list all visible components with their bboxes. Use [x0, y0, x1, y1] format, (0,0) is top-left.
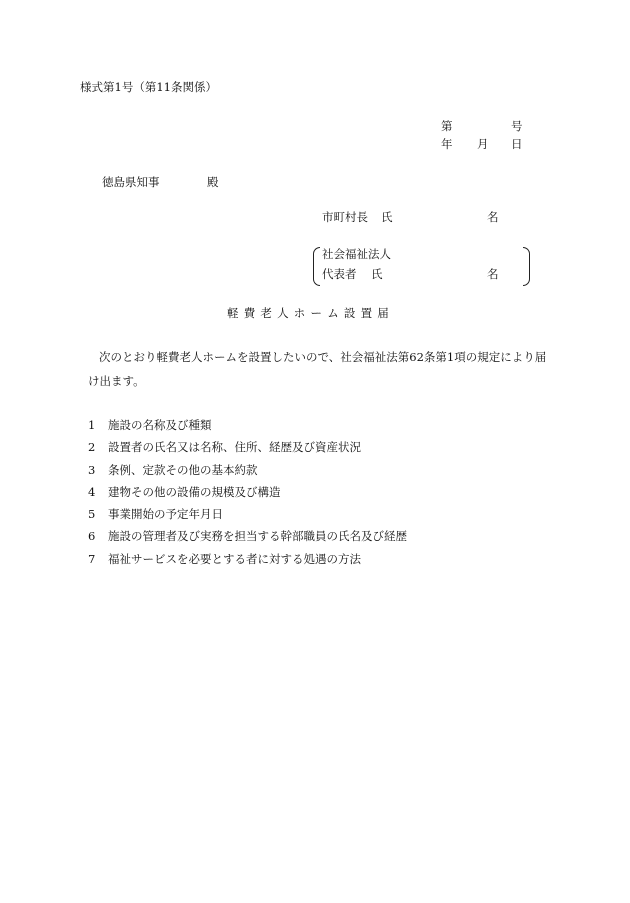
- form-number: 様式第1号（第11条関係）: [80, 80, 217, 94]
- list-item: [88, 551, 407, 576]
- item-number: 1: [88, 418, 96, 432]
- body-text-line-2: け出ます。: [88, 374, 145, 388]
- date-year: 年: [441, 137, 453, 151]
- list-item: [88, 420, 407, 442]
- item-text: 条例、定款その他の基本約款: [108, 462, 258, 477]
- list-item: [88, 509, 407, 531]
- list-item: [88, 531, 407, 553]
- addressee-name: 徳島県知事: [102, 175, 160, 189]
- item-number: 7: [88, 551, 96, 566]
- document-title: 軽費老人ホーム設置届: [227, 306, 394, 320]
- item-number: 2: [88, 440, 96, 455]
- item-number: 4: [88, 484, 96, 499]
- representative-title: 代表者: [322, 267, 357, 281]
- body-text-line-1: 次のとおり軽費老人ホームを設置したいので、社会福祉法第62条第1項の規定により届: [99, 350, 547, 364]
- item-text: 設置者の氏名又は名称、住所、経歴及び資産状況: [108, 440, 361, 455]
- item-number: 6: [88, 529, 96, 544]
- list-item: [88, 462, 407, 487]
- item-text: 建物その他の設備の規模及び構造: [108, 484, 281, 499]
- item-number: 5: [88, 507, 96, 522]
- representative-shi-label: 氏: [371, 267, 383, 281]
- item-text: 事業開始の予定年月日: [108, 507, 223, 522]
- mayor-title: 市町村長: [322, 210, 368, 224]
- mayor-shi-label: 氏: [381, 210, 393, 224]
- list-item: [88, 442, 407, 464]
- corporation-type: 社会福祉法人: [322, 247, 391, 261]
- right-bracket: [523, 247, 530, 286]
- representative-mei-label: 名: [487, 267, 499, 281]
- mayor-mei-label: 名: [487, 210, 499, 224]
- item-text: 福祉サービスを必要とする者に対する処遇の方法: [108, 551, 361, 566]
- item-text: 施設の名称及び種類: [108, 418, 212, 432]
- doc-number-go: 号: [511, 119, 523, 133]
- item-text: 施設の管理者及び実務を担当する幹部職員の氏名及び経歴: [108, 529, 407, 544]
- item-list: [88, 420, 407, 576]
- date-month: 月: [477, 137, 489, 151]
- item-number: 3: [88, 462, 96, 477]
- doc-number-dai: 第: [441, 119, 453, 133]
- list-item: [88, 484, 407, 509]
- addressee-honorific: 殿: [207, 175, 219, 189]
- date-day: 日: [511, 137, 523, 151]
- left-bracket: [313, 247, 320, 286]
